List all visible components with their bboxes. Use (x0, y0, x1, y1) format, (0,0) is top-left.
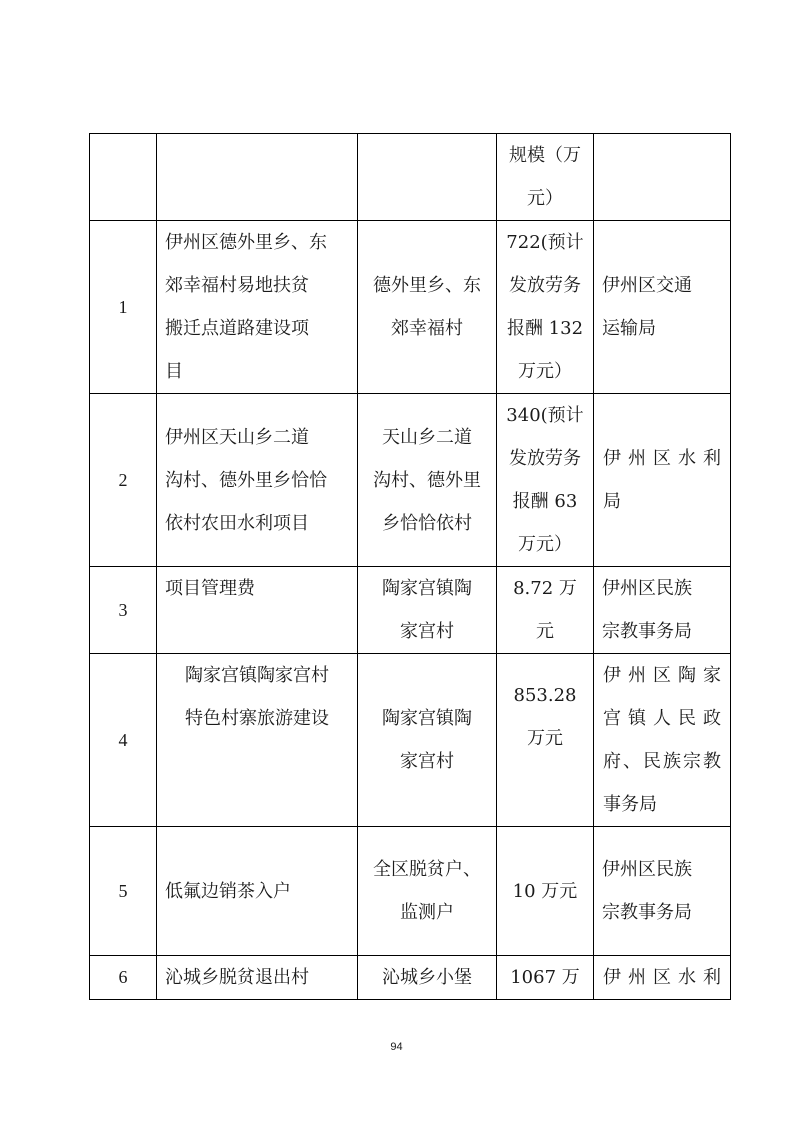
project-name-cell (157, 394, 358, 567)
responsible-unit-cell (594, 567, 731, 654)
amount-line: 1067 万 (510, 967, 580, 988)
header-cell-no (90, 134, 157, 221)
amount-cell (497, 827, 594, 956)
project-name-line: 特色村寨旅游建设 (185, 708, 329, 729)
table-header-continuation-row (90, 134, 731, 221)
location-line: 德外里乡、东 (373, 275, 481, 296)
project-name-line: 郊幸福村易地扶贫 (165, 275, 309, 296)
row-number: 5 (90, 827, 157, 956)
amount-cell (497, 956, 594, 1000)
amount-cell (497, 654, 594, 827)
location-line: 沁城乡小堡 (382, 967, 472, 988)
location-line: 天山乡二道 (382, 426, 472, 448)
location-line: 家宫村 (400, 751, 454, 772)
project-name-line: 搬迁点道路建设项 (165, 318, 309, 339)
project-name-line: 沟村、德外里乡恰恰 (165, 469, 327, 491)
row-number: 3 (90, 567, 157, 654)
location-line: 沟村、德外里 (373, 469, 481, 491)
project-name-line: 陶家宫镇陶家宫村 (185, 665, 329, 686)
project-name-line: 沁城乡脱贫退出村 (165, 967, 309, 988)
location-line: 家宫村 (400, 621, 454, 642)
amount-line: 元 (536, 621, 554, 642)
row-number: 2 (90, 394, 157, 567)
project-name-line: 目 (165, 361, 183, 382)
row-number: 6 (90, 956, 157, 1000)
project-name-cell (157, 827, 358, 956)
responsible-unit-cell (594, 956, 731, 1000)
project-table (89, 133, 731, 1000)
responsible-unit-cell (594, 221, 731, 394)
unit-line: 宗教事务局 (602, 902, 692, 923)
unit-line: 事务局 (603, 794, 657, 815)
amount-line: 722(预计 (506, 232, 584, 253)
unit-line: 局 (603, 491, 621, 512)
unit-line: 宗教事务局 (602, 621, 692, 642)
amount-line: 8.72 万 (513, 578, 577, 599)
location-cell (358, 394, 497, 567)
amount-line: 发放劳务 (509, 275, 581, 296)
amount-line: 万元） (518, 361, 572, 382)
location-cell (358, 654, 497, 827)
unit-line: 伊州区交通 (602, 275, 692, 296)
amount-cell (497, 567, 594, 654)
project-name-line: 低氟边销茶入户 (165, 880, 291, 902)
row-number: 1 (90, 221, 157, 394)
table-row (90, 221, 731, 394)
amount-line: 万元 (527, 728, 563, 749)
amount-cell (497, 394, 594, 567)
project-name-cell (157, 567, 358, 654)
responsible-unit-cell (594, 394, 731, 567)
amount-line: 853.28 (513, 685, 577, 706)
amount-line: 报酬 132 (506, 318, 584, 339)
unit-line: 宫镇人民政 (603, 708, 721, 729)
table-row (90, 567, 731, 654)
table-row (90, 394, 731, 567)
project-name-line: 伊州区德外里乡、东 (165, 232, 327, 253)
project-name-cell (157, 956, 358, 1000)
amount-line: 报酬 63 (512, 491, 578, 512)
unit-line: 府、民族宗教 (603, 751, 721, 772)
unit-line: 伊州区陶家 (603, 665, 721, 686)
location-line: 监测户 (400, 902, 454, 923)
amount-line: 340(预计 (506, 405, 584, 426)
responsible-unit-cell (594, 654, 731, 827)
header-amount-line: 元） (527, 188, 563, 209)
header-cell-location (358, 134, 497, 221)
project-name-line: 伊州区天山乡二道 (165, 426, 309, 448)
project-name-cell (157, 654, 358, 827)
location-line: 陶家宫镇陶 (382, 708, 472, 729)
unit-line: 伊州区水利 (603, 448, 721, 469)
unit-line: 运输局 (602, 318, 656, 339)
location-cell (358, 827, 497, 956)
project-name-cell (157, 221, 358, 394)
unit-line: 伊州区民族 (602, 578, 692, 599)
table-row (90, 654, 731, 827)
header-cell-unit (594, 134, 731, 221)
responsible-unit-cell (594, 827, 731, 956)
header-cell-amount (497, 134, 594, 221)
table-row (90, 956, 731, 1000)
header-amount-line: 规模（万 (509, 145, 581, 166)
row-number: 4 (90, 654, 157, 827)
table-row (90, 827, 731, 956)
unit-line: 伊州区水利 (603, 967, 721, 988)
page-number: 94 (390, 1041, 403, 1053)
location-line: 全区脱贫户、 (373, 859, 481, 880)
amount-line: 万元） (518, 534, 572, 555)
amount-line: 发放劳务 (509, 448, 581, 469)
location-cell (358, 221, 497, 394)
project-name-line: 项目管理费 (165, 578, 255, 599)
location-line: 郊幸福村 (391, 318, 463, 339)
amount-line: 10 万元 (512, 880, 578, 902)
unit-line: 伊州区民族 (602, 859, 692, 880)
location-line: 陶家宫镇陶 (382, 578, 472, 599)
location-line: 乡恰恰依村 (382, 512, 472, 534)
amount-cell (497, 221, 594, 394)
location-cell (358, 567, 497, 654)
header-cell-project (157, 134, 358, 221)
location-cell (358, 956, 497, 1000)
project-name-line: 依村农田水利项目 (165, 512, 309, 534)
